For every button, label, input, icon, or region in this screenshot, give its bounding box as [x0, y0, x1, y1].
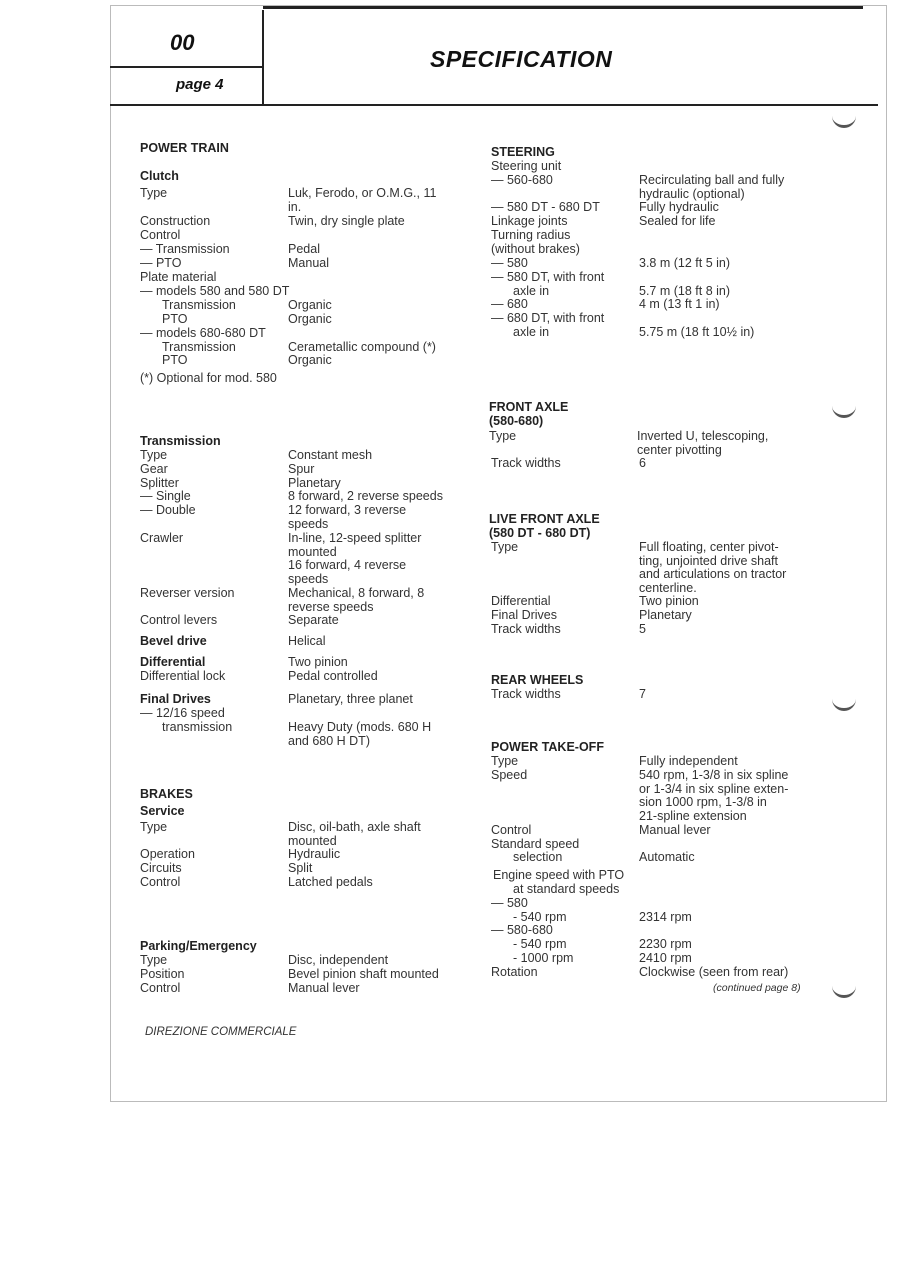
spec-value: 4 m (13 ft 1 in) — [639, 297, 720, 311]
spec-value: Luk, Ferodo, or O.M.G., 11 in. — [288, 186, 437, 214]
spec-row — [491, 608, 692, 623]
section-heading: STEERING — [491, 145, 555, 159]
spec-value: 5 — [639, 622, 646, 636]
spec-value: Organic — [288, 312, 332, 326]
spec-row — [491, 456, 646, 471]
spec-label: Differential — [140, 655, 206, 669]
spec-label: Control — [140, 875, 181, 889]
spec-value: 8 forward, 2 reverse speeds — [288, 489, 443, 503]
header-rule-mid — [110, 66, 263, 68]
subsection-heading: Transmission — [140, 434, 221, 448]
spec-label: Linkage joints — [491, 214, 568, 228]
spec-label: Circuits — [140, 861, 182, 875]
spec-label: Operation — [140, 847, 195, 861]
spec-value: Manual lever — [288, 981, 360, 995]
spec-row — [140, 448, 373, 463]
spec-row — [140, 298, 332, 313]
spec-label: Construction — [140, 214, 211, 228]
spec-value: Sealed for life — [639, 214, 716, 228]
spec-value: Automatic — [639, 850, 695, 864]
spec-row — [140, 692, 413, 707]
spec-row — [491, 325, 755, 340]
spec-row — [140, 953, 389, 968]
spec-value: Organic — [288, 353, 332, 367]
spec-row — [491, 243, 580, 257]
spec-label: Gear — [140, 462, 168, 476]
header-rule-bottom — [110, 104, 878, 106]
spec-row — [140, 586, 425, 614]
section-heading: LIVE FRONT AXLE — [489, 512, 600, 526]
spec-row — [140, 229, 180, 243]
spec-value: Fully hydraulic — [639, 200, 719, 214]
spec-value: In-line, 12-speed splitter mounted 16 forward, 4 reverse speeds — [288, 531, 422, 587]
spec-row — [140, 489, 443, 504]
spec-value: Clockwise (seen from rear) — [639, 965, 789, 979]
spec-label: Speed — [491, 768, 528, 782]
spec-label: — 580 — [491, 896, 528, 910]
spec-label: Type — [140, 820, 168, 834]
spec-row — [491, 297, 720, 312]
spec-row — [491, 754, 738, 769]
spec-label: Transmission — [162, 340, 236, 354]
spec-value: Latched pedals — [288, 875, 373, 889]
spec-label: at standard speeds — [513, 882, 620, 896]
spec-row — [140, 531, 422, 587]
page-title: SPECIFICATION — [430, 46, 613, 72]
spec-label: — Single — [140, 489, 191, 503]
subsection-heading: Service — [140, 804, 185, 818]
spec-label: — 680 — [491, 297, 528, 311]
spec-label: Type — [140, 186, 168, 200]
spec-value: Split — [288, 861, 313, 875]
spec-row — [491, 173, 785, 201]
spec-row — [491, 937, 692, 952]
spec-value: Disc, independent — [288, 953, 389, 967]
page-number: page 4 — [176, 76, 224, 93]
spec-label: Crawler — [140, 531, 184, 545]
spec-row — [491, 214, 716, 229]
spec-value: 2410 rpm — [639, 951, 692, 965]
spec-label: Engine speed with PTO — [493, 868, 625, 882]
spec-row — [491, 312, 604, 326]
spec-label: Type — [140, 953, 168, 967]
spec-label: Type — [140, 448, 168, 462]
spec-label: Reverser version — [140, 586, 235, 600]
spec-label: - 1000 rpm — [513, 951, 574, 965]
spec-row — [140, 861, 313, 876]
spec-row — [140, 462, 315, 477]
spec-label: Type — [491, 754, 519, 768]
spec-value: Hydraulic — [288, 847, 341, 861]
spec-row — [491, 594, 699, 609]
spec-label: — Transmission — [140, 242, 230, 256]
spec-value: Recirculating ball and fully hydraulic (optional) — [639, 173, 785, 201]
spec-value: 7 — [639, 687, 646, 701]
spec-value: Helical — [288, 634, 326, 648]
spec-value: 5.75 m (18 ft 10½ in) — [639, 325, 755, 339]
spec-label: — Double — [140, 503, 196, 517]
spec-label: — 680 DT, with front — [491, 311, 605, 325]
spec-label: Position — [140, 967, 185, 981]
spec-row — [491, 271, 604, 285]
spec-label: — models 580 and 580 DT — [140, 284, 290, 298]
spec-label: — models 680-680 DT — [140, 326, 266, 340]
spec-label: axle in — [513, 325, 550, 339]
spec-value: Full floating, center pivot- ting, unjointed drive shaft and articulations on tractor centerline. — [639, 540, 787, 596]
spec-label: selection — [513, 850, 563, 864]
spec-value: Manual lever — [639, 823, 711, 837]
continued-note: (continued page 8) — [713, 982, 801, 994]
section-heading: POWER TRAIN — [140, 141, 229, 155]
section-heading: FRONT AXLE — [489, 400, 569, 414]
spec-row — [491, 229, 570, 243]
spec-label: Track widths — [491, 622, 561, 636]
spec-value: 6 — [639, 456, 646, 470]
spec-value: 2314 rpm — [639, 910, 692, 924]
spec-row — [140, 271, 216, 285]
spec-value: Disc, oil-bath, axle shaft mounted — [288, 820, 421, 848]
spec-label: transmission — [162, 720, 233, 734]
spec-label: — 580-680 — [491, 923, 553, 937]
spec-row — [140, 967, 439, 982]
spec-row — [140, 720, 432, 748]
spec-value: Two pinion — [288, 655, 348, 669]
section-subheading: (580 DT - 680 DT) — [489, 526, 591, 540]
header-divider — [262, 10, 264, 105]
spec-label: PTO — [162, 353, 188, 367]
spec-value: Two pinion — [639, 594, 699, 608]
spec-value: Bevel pinion shaft mounted — [288, 967, 439, 981]
spec-row — [491, 883, 619, 897]
spec-value: Planetary, three planet — [288, 692, 413, 706]
spec-label: Steering unit — [491, 159, 562, 173]
spec-label: Track widths — [491, 456, 561, 470]
spec-label: - 540 rpm — [513, 937, 567, 951]
spec-label: Control — [491, 823, 532, 837]
spec-row — [140, 820, 421, 848]
spec-label: Track widths — [491, 687, 561, 701]
spec-row — [491, 540, 787, 596]
spec-value: 12 forward, 3 reverse speeds — [288, 503, 407, 531]
header-rule-top — [263, 6, 863, 9]
spec-value: Manual — [288, 256, 329, 270]
spec-row — [140, 312, 332, 327]
spec-value: Spur — [288, 462, 315, 476]
spec-row — [491, 850, 695, 865]
spec-label: Splitter — [140, 476, 179, 490]
spec-label: — 580 — [491, 256, 528, 270]
spec-row — [140, 285, 289, 299]
spec-row — [140, 847, 341, 862]
spec-row — [491, 823, 711, 838]
spec-value: Constant mesh — [288, 448, 373, 462]
section-subheading: (580-680) — [489, 414, 544, 428]
spec-label: Final Drives — [491, 608, 557, 622]
spec-row — [491, 951, 692, 966]
spec-row — [493, 869, 624, 883]
spec-label: — PTO — [140, 256, 182, 270]
spec-row — [140, 613, 339, 628]
spec-label: — 580 DT - 680 DT — [491, 200, 600, 214]
spec-label: — 560-680 — [491, 173, 553, 187]
spec-label: (without brakes) — [491, 242, 580, 256]
spec-row — [140, 353, 332, 368]
spec-value: Mechanical, 8 forward, 8 reverse speeds — [288, 586, 425, 614]
spec-label: Transmission — [162, 298, 236, 312]
spec-row — [489, 429, 769, 457]
spec-value: Separate — [288, 613, 339, 627]
spec-row — [140, 669, 378, 684]
spec-value: Cerametallic compound (*) — [288, 340, 436, 354]
spec-row — [491, 965, 789, 980]
spec-row — [140, 214, 405, 229]
spec-row — [491, 768, 789, 824]
spec-row — [140, 707, 225, 721]
spec-value: Heavy Duty (mods. 680 H and 680 H DT) — [288, 720, 432, 748]
spec-label: Differential — [491, 594, 551, 608]
spec-value: Organic — [288, 298, 332, 312]
section-heading: POWER TAKE-OFF — [491, 740, 604, 754]
spec-value: 2230 rpm — [639, 937, 692, 951]
spec-label: Control — [140, 981, 181, 995]
spec-value: Twin, dry single plate — [288, 214, 405, 228]
spec-value: 5.7 m (18 ft 8 in) — [639, 284, 731, 298]
spec-row — [140, 875, 373, 890]
spec-label: Type — [489, 429, 517, 443]
footnote: (*) Optional for mod. 580 — [140, 371, 277, 385]
spec-row — [491, 924, 553, 938]
spec-value: Pedal — [288, 242, 320, 256]
section-number: 00 — [170, 30, 195, 55]
spec-value: 3.8 m (12 ft 5 in) — [639, 256, 731, 270]
spec-label: Turning radius — [491, 228, 571, 242]
spec-value: Fully independent — [639, 754, 738, 768]
spec-label: Control — [140, 228, 181, 242]
spec-value: Planetary — [639, 608, 692, 622]
spec-label: PTO — [162, 312, 188, 326]
spec-row — [140, 981, 360, 996]
spec-label: — 580 DT, with front — [491, 270, 605, 284]
spec-value: Inverted U, telescoping, center pivotting — [637, 429, 769, 457]
spec-label: Bevel drive — [140, 634, 207, 648]
spec-row — [140, 503, 407, 531]
spec-row — [491, 687, 646, 702]
spec-row — [491, 200, 719, 215]
spec-label: Rotation — [491, 965, 538, 979]
spec-row — [491, 622, 646, 637]
spec-label: - 540 rpm — [513, 910, 567, 924]
spec-label: Differential lock — [140, 669, 226, 683]
spec-value: Pedal controlled — [288, 669, 378, 683]
section-heading: REAR WHEELS — [491, 673, 584, 687]
spec-label: Plate material — [140, 270, 217, 284]
spec-label: Control levers — [140, 613, 218, 627]
spec-label: — 12/16 speed — [140, 706, 225, 720]
spec-label: Type — [491, 540, 519, 554]
spec-row — [140, 242, 320, 257]
spec-row — [140, 186, 437, 214]
spec-label: Final Drives — [140, 692, 211, 706]
spec-row — [491, 160, 561, 174]
footer-text: DIREZIONE COMMERCIALE — [145, 1026, 297, 1038]
section-heading: BRAKES — [140, 787, 193, 801]
spec-row — [491, 897, 528, 911]
subsection-heading: Parking/Emergency — [140, 939, 257, 953]
spec-row — [140, 256, 329, 271]
spec-row — [140, 634, 326, 649]
spec-value: 540 rpm, 1-3/8 in six spline or 1-3/4 in six spline exten- sion 1000 rpm, 1-3/8 in 21-spline extension — [639, 768, 789, 824]
spec-row — [140, 327, 266, 341]
spec-row — [491, 256, 731, 271]
spec-label: Standard speed — [491, 837, 580, 851]
spec-value: Planetary — [288, 476, 341, 490]
spec-row — [140, 655, 348, 670]
spec-label: axle in — [513, 284, 550, 298]
subsection-heading: Clutch — [140, 169, 179, 183]
